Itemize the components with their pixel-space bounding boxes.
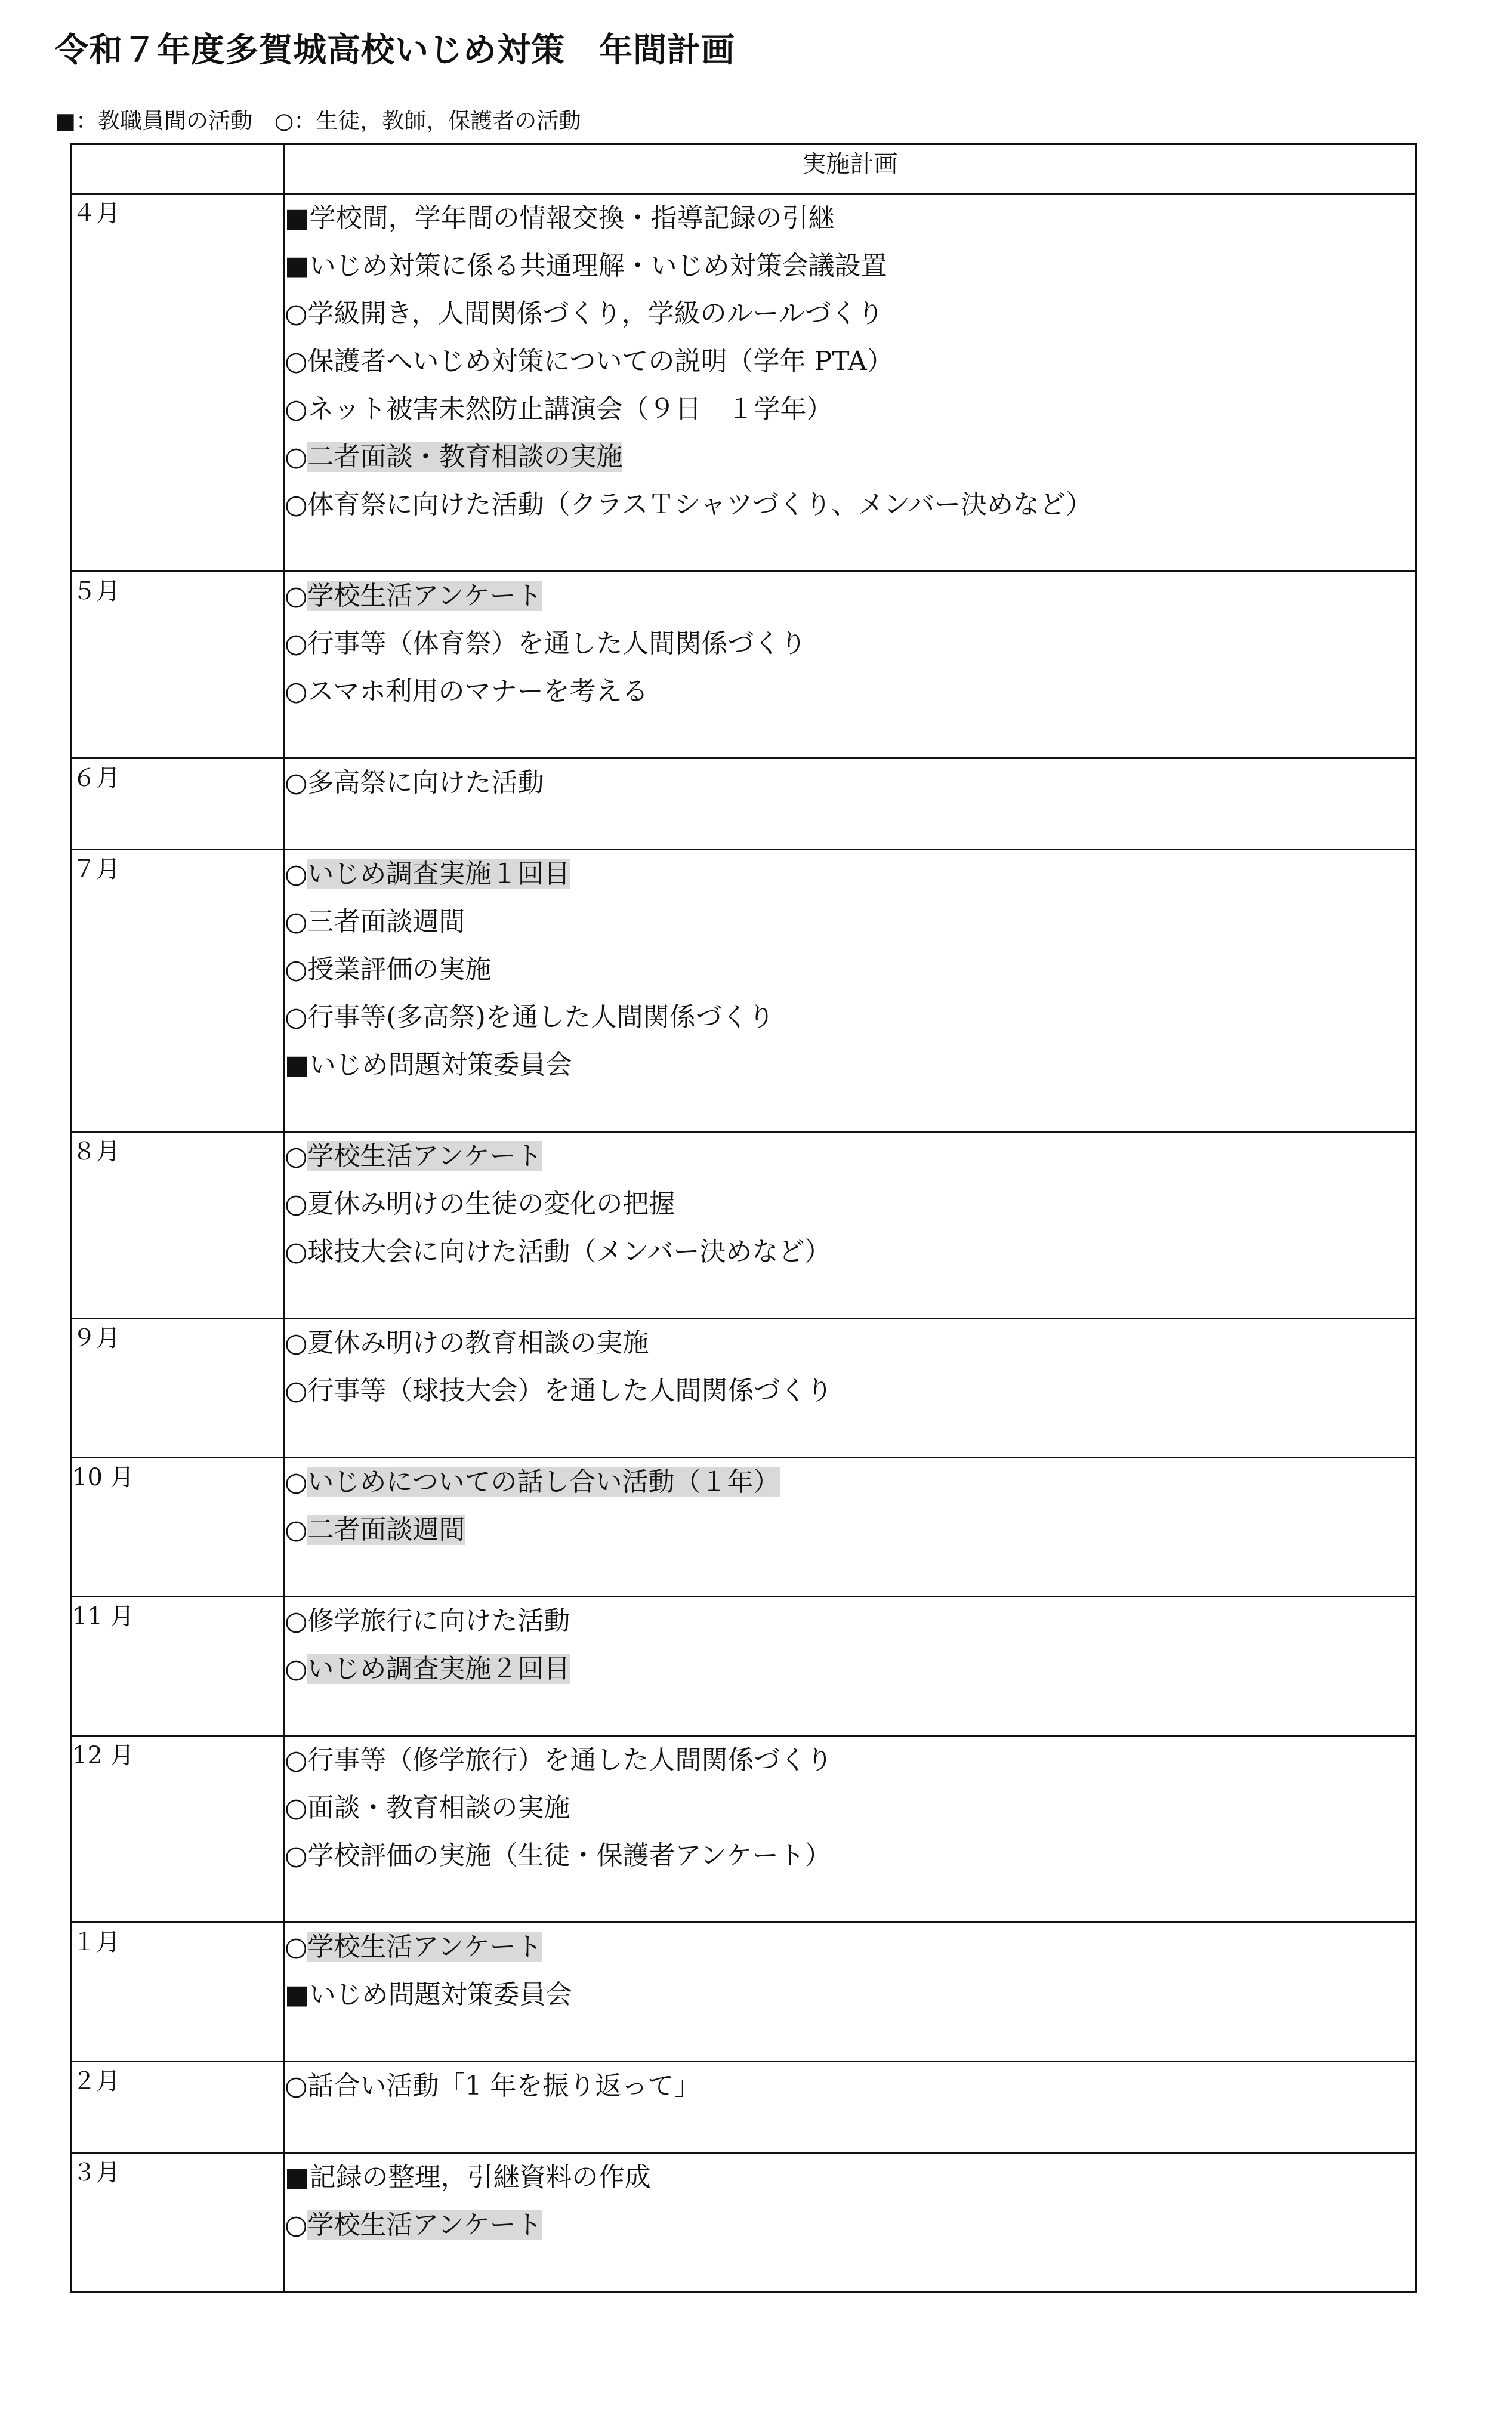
table-row	[72, 1458, 1417, 1597]
month-cell: ５月	[72, 572, 284, 758]
plan-item	[285, 290, 1415, 338]
shared-activity-marker: ○	[285, 859, 308, 889]
plan-item	[285, 1458, 1415, 1506]
plan-header-cell: 実施計画	[284, 144, 1417, 194]
shared-activity-marker: ○	[285, 1467, 308, 1497]
plan-item	[285, 2062, 1415, 2110]
plan-item	[285, 481, 1415, 529]
plan-item	[285, 850, 1415, 898]
plan-item-text: いじめ調査実施１回目	[307, 859, 570, 889]
plan-item-text: 面談・教育相談の実施	[307, 1793, 570, 1823]
plan-item	[285, 338, 1415, 385]
month-cell: 11 月	[72, 1597, 284, 1736]
month-header-cell	[72, 144, 284, 194]
plan-item-text: 球技大会に向けた活動（メンバー決めなど）	[307, 1236, 831, 1267]
shared-activity-marker: ○	[285, 1654, 308, 1684]
table-row	[72, 1132, 1417, 1319]
plan-item-text: 体育祭に向けた活動（クラスＴシャツづくり、メンバー決めなど）	[307, 489, 1093, 520]
shared-activity-marker: ○	[285, 954, 308, 985]
plan-item-text: ネット被害未然防止講演会（９日 １学年）	[307, 394, 833, 424]
plan-item-text: 夏休み明けの生徒の変化の把握	[307, 1189, 675, 1219]
plan-item	[285, 1597, 1415, 1645]
table-row	[72, 1597, 1417, 1736]
plan-item	[285, 242, 1415, 290]
table-row	[72, 1319, 1417, 1458]
month-cell: ６月	[72, 758, 284, 850]
shared-activity-marker: ○	[285, 767, 308, 798]
plan-item	[285, 1041, 1415, 1089]
shared-activity-marker: ○	[285, 906, 308, 937]
plan-cell	[284, 2062, 1417, 2153]
plan-item	[285, 1971, 1415, 2019]
plan-item	[285, 1180, 1415, 1228]
month-cell: ２月	[72, 2062, 284, 2153]
plan-item-text: 行事等（球技大会）を通した人間関係づくり	[307, 1375, 833, 1406]
plan-item-text: いじめについての話し合い活動（１年）	[307, 1467, 780, 1497]
plan-cell	[284, 572, 1417, 758]
shared-activity-marker: ○	[285, 346, 308, 377]
plan-item	[285, 2154, 1415, 2201]
plan-item	[285, 572, 1415, 620]
shared-activity-marker: ○	[285, 442, 308, 472]
plan-cell	[284, 1132, 1417, 1319]
shared-activity-marker: ○	[285, 2071, 308, 2101]
table-row	[72, 758, 1417, 850]
month-cell: ７月	[72, 850, 284, 1132]
plan-item	[285, 620, 1415, 668]
shared-activity-marker: ○	[285, 489, 308, 520]
table-row	[72, 1736, 1417, 1923]
plan-item	[285, 195, 1415, 242]
table-row	[72, 2062, 1417, 2153]
shared-activity-marker: ○	[285, 1375, 308, 1406]
plan-item-text: 行事等(多高祭)を通した人間関係づくり	[307, 1002, 774, 1032]
plan-item-text: スマホ利用のマナーを考える	[307, 676, 649, 707]
plan-item	[285, 946, 1415, 994]
plan-item-text: 記録の整理，引継資料の作成	[309, 2162, 651, 2192]
plan-item-text: 夏休み明けの教育相談の実施	[307, 1328, 649, 1358]
plan-cell	[284, 2153, 1417, 2292]
staff-activity-marker: ■	[285, 251, 310, 281]
plan-cell	[284, 1458, 1417, 1597]
plan-item	[285, 1645, 1415, 1693]
month-cell: 12 月	[72, 1736, 284, 1923]
shared-activity-marker: ○	[285, 1606, 308, 1636]
plan-table	[70, 143, 1417, 2293]
plan-item-text: 授業評価の実施	[307, 954, 492, 985]
shared-activity-marker: ○	[285, 676, 308, 707]
plan-item-text: 学校生活アンケート	[307, 2210, 542, 2240]
plan-item-text: いじめ問題対策委員会	[309, 1050, 572, 1080]
table-row	[72, 572, 1417, 758]
plan-item	[285, 1923, 1415, 1971]
plan-item-text: 三者面談週間	[307, 906, 465, 937]
staff-activity-marker: ■	[285, 1050, 310, 1080]
plan-cell	[284, 758, 1417, 850]
staff-activity-marker: ■	[285, 1979, 310, 2010]
shared-activity-marker: ○	[285, 1515, 308, 1545]
plan-item	[285, 1133, 1415, 1180]
shared-activity-marker: ○	[285, 581, 308, 611]
plan-item-text: 学校生活アンケート	[307, 1141, 542, 1171]
table-row	[72, 194, 1417, 572]
plan-cell	[284, 850, 1417, 1132]
plan-cell	[284, 1736, 1417, 1923]
plan-item	[285, 898, 1415, 946]
month-cell: ９月	[72, 1319, 284, 1458]
plan-item	[285, 1506, 1415, 1554]
legend: ■：教職員間の活動 ○：生徒，教師，保護者の活動	[55, 108, 581, 134]
shared-activity-marker: ○	[285, 1745, 308, 1775]
plan-item-text: 学校生活アンケート	[307, 581, 542, 611]
plan-item	[285, 1228, 1415, 1276]
shared-activity-marker: ○	[285, 1189, 308, 1219]
plan-item	[285, 1832, 1415, 1880]
plan-item	[285, 759, 1415, 807]
plan-item	[285, 668, 1415, 715]
table-row	[72, 2153, 1417, 2292]
month-cell: 10 月	[72, 1458, 284, 1597]
plan-item-text: 学級開き，人間関係づくり，学級のルールづくり	[307, 298, 884, 329]
plan-item	[285, 1784, 1415, 1832]
document-title: 令和７年度多賀城高校いじめ対策 年間計画	[55, 31, 735, 70]
plan-cell	[284, 1597, 1417, 1736]
plan-item-text: 多高祭に向けた活動	[307, 767, 544, 798]
plan-cell	[284, 1319, 1417, 1458]
plan-item-text: 修学旅行に向けた活動	[307, 1606, 570, 1636]
plan-item	[285, 1319, 1415, 1367]
shared-activity-marker: ○	[285, 1793, 308, 1823]
plan-item	[285, 385, 1415, 433]
table-row	[72, 850, 1417, 1132]
plan-item-text: 学校間，学年間の情報交換・指導記録の引継	[309, 203, 835, 233]
shared-activity-marker: ○	[285, 1932, 308, 1962]
staff-activity-marker: ■	[285, 203, 310, 233]
plan-item-text: 二者面談・教育相談の実施	[307, 442, 623, 472]
header-row	[72, 144, 1417, 194]
plan-item-text: いじめ対策に係る共通理解・いじめ対策会議設置	[309, 251, 887, 281]
plan-item-text: 行事等（体育祭）を通した人間関係づくり	[307, 628, 807, 659]
plan-item-text: いじめ調査実施２回目	[307, 1654, 570, 1684]
shared-activity-marker: ○	[285, 1236, 308, 1267]
shared-activity-marker: ○	[285, 628, 308, 659]
plan-item-text: 二者面談週間	[307, 1515, 465, 1545]
plan-cell	[284, 194, 1417, 572]
staff-activity-marker: ■	[285, 2162, 310, 2192]
month-cell: ８月	[72, 1132, 284, 1319]
shared-activity-marker: ○	[285, 1840, 308, 1871]
shared-activity-marker: ○	[285, 2210, 308, 2240]
month-cell: ４月	[72, 194, 284, 572]
plan-table-body	[72, 194, 1417, 2292]
month-cell: １月	[72, 1923, 284, 2062]
plan-item-text: 学校生活アンケート	[307, 1932, 542, 1962]
plan-item-text: 保護者へいじめ対策についての説明（学年 PTA）	[307, 346, 893, 377]
plan-item-text: 行事等（修学旅行）を通した人間関係づくり	[307, 1745, 833, 1775]
plan-item	[285, 1367, 1415, 1415]
plan-item-text: 学校評価の実施（生徒・保護者アンケート）	[307, 1840, 831, 1871]
plan-item	[285, 433, 1415, 481]
plan-item	[285, 1737, 1415, 1784]
plan-item-text: いじめ問題対策委員会	[309, 1979, 572, 2010]
plan-item-text: 話合い活動「1 年を振り返って」	[307, 2071, 701, 2101]
plan-item	[285, 994, 1415, 1041]
month-cell: ３月	[72, 2153, 284, 2292]
shared-activity-marker: ○	[285, 394, 308, 424]
shared-activity-marker: ○	[285, 1141, 308, 1171]
shared-activity-marker: ○	[285, 1002, 308, 1032]
table-row	[72, 1923, 1417, 2062]
plan-item	[285, 2201, 1415, 2249]
plan-cell	[284, 1923, 1417, 2062]
shared-activity-marker: ○	[285, 298, 308, 329]
shared-activity-marker: ○	[285, 1328, 308, 1358]
